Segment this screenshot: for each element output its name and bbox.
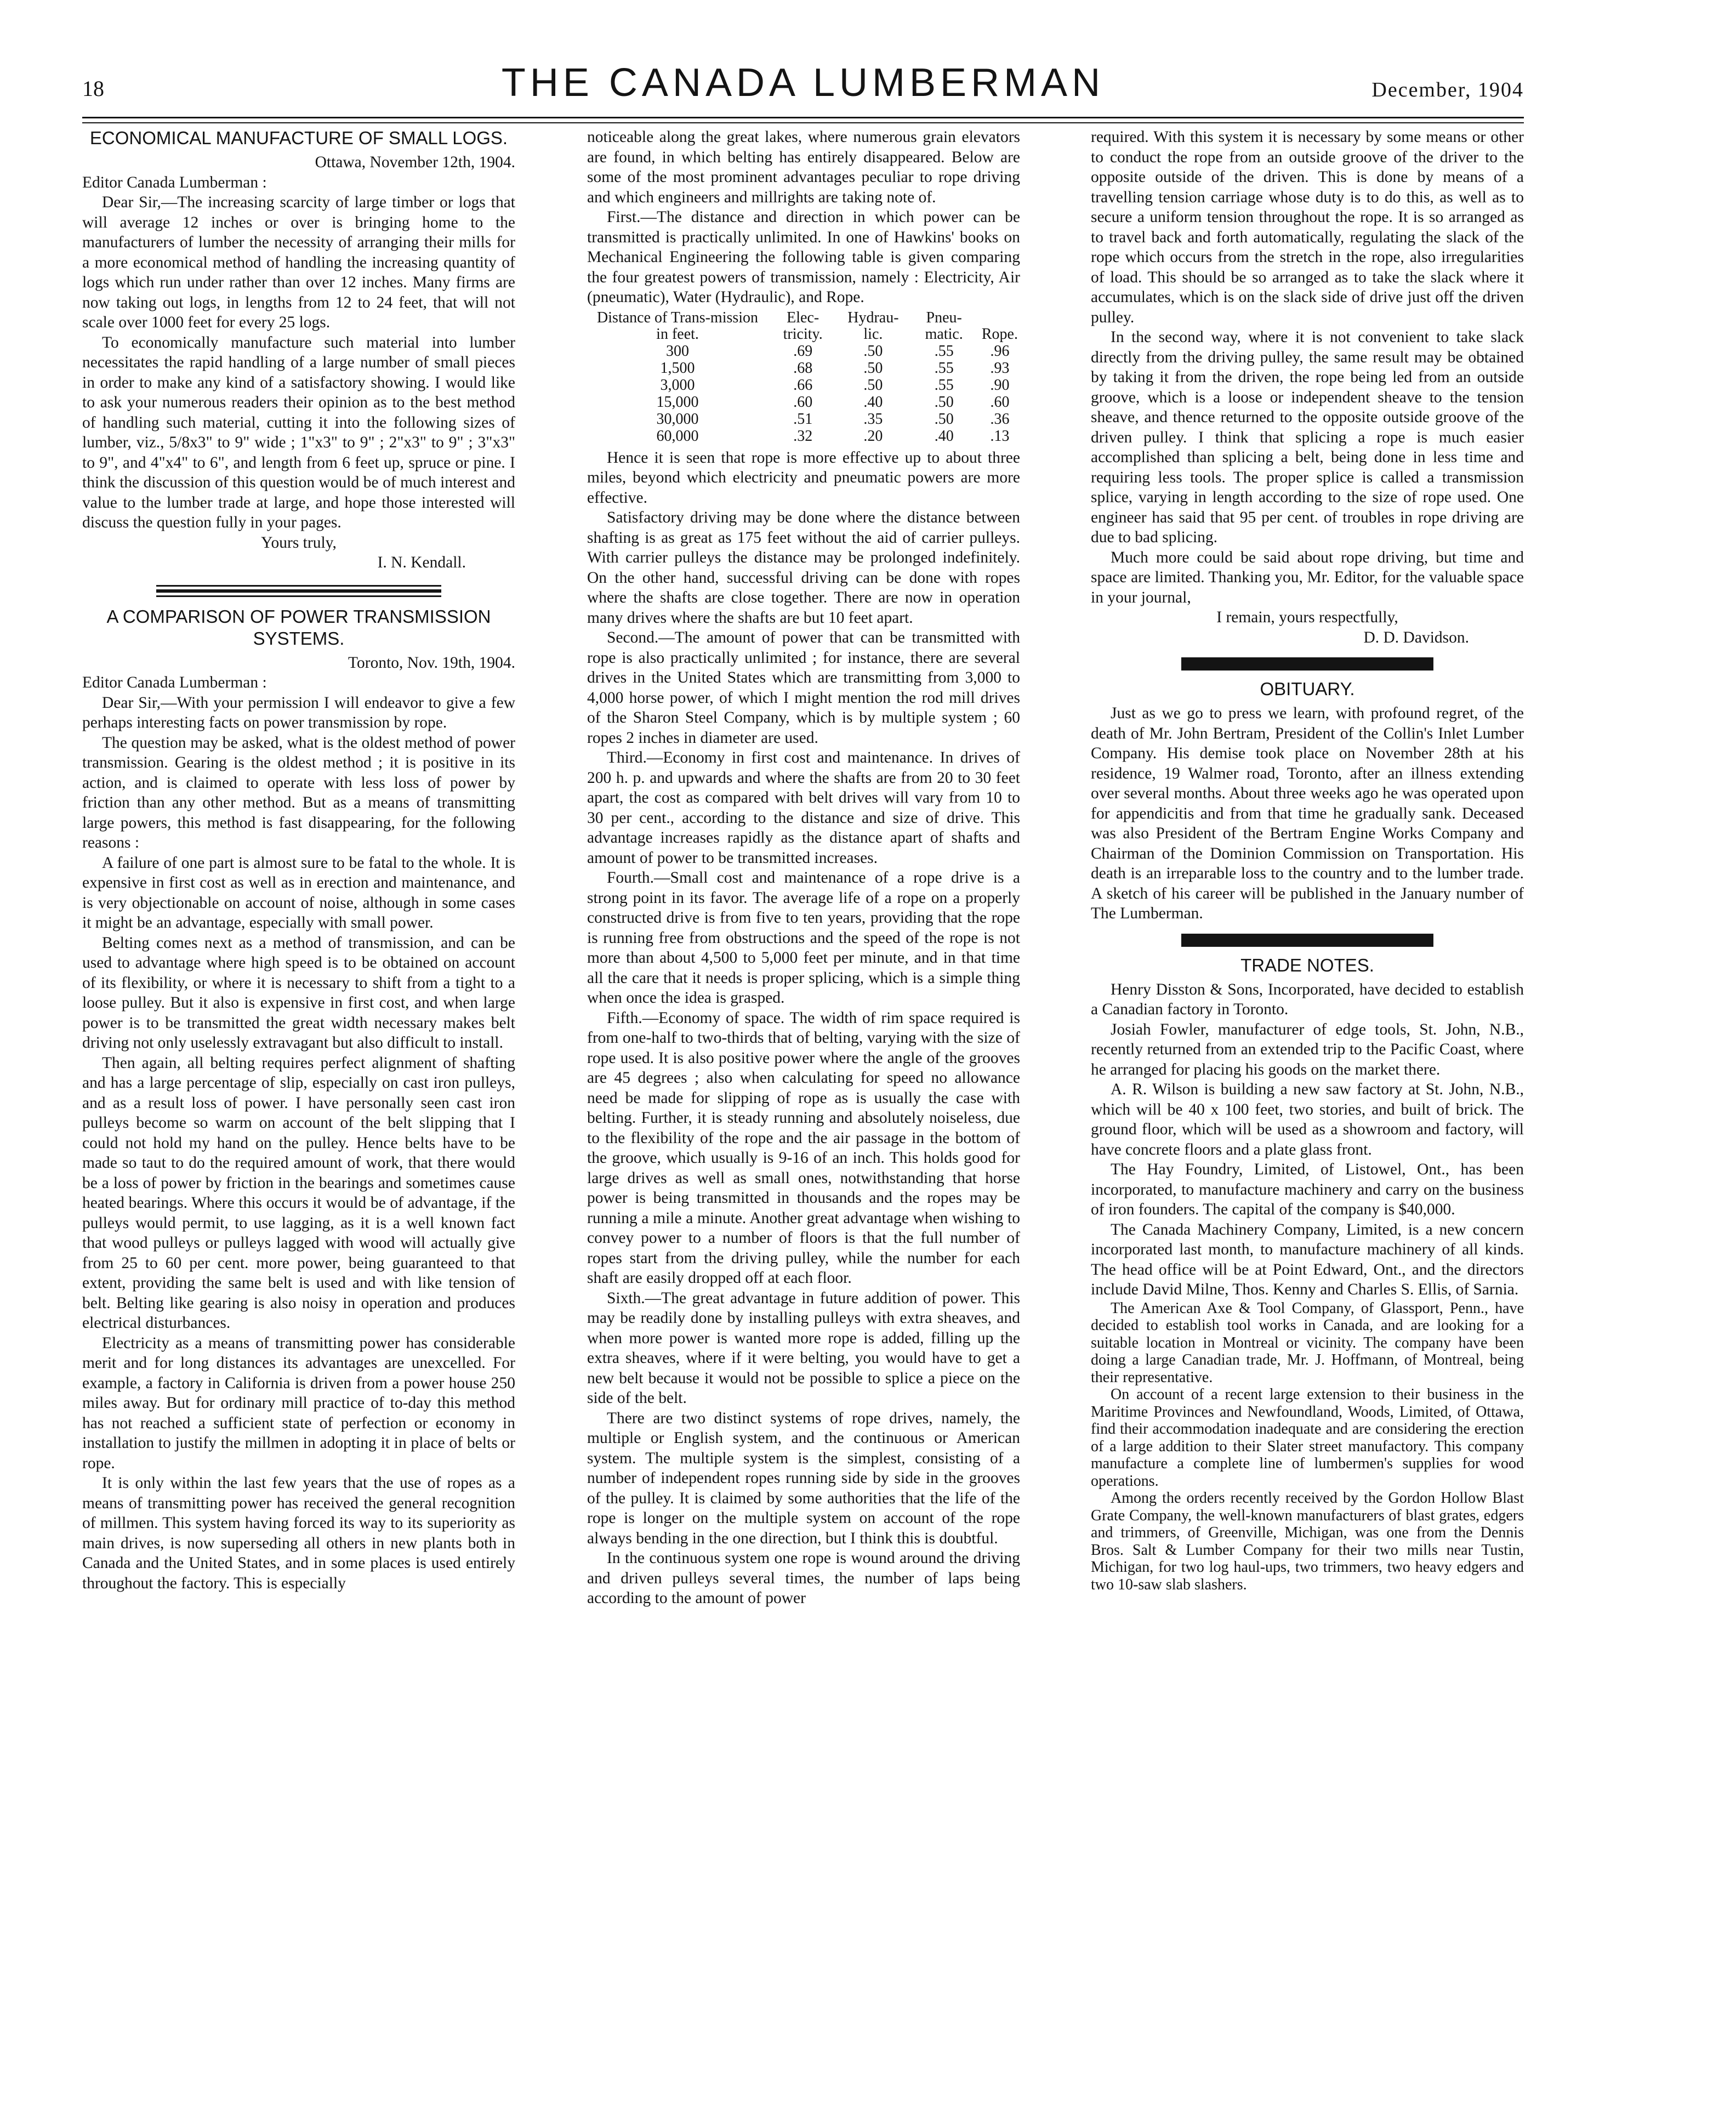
header-rule xyxy=(82,117,1524,118)
table-cell: 1,500 xyxy=(660,359,695,377)
article-title: A COMPARISON OF POWER TRANSMISSION SYSTEMS. xyxy=(106,606,491,649)
table-cell: .66 xyxy=(793,376,813,394)
paragraph: Much more could be said about rope driving, but time and space are limited. Thanking you, Mr. Editor, for the valuable space in your journal, xyxy=(1091,548,1524,606)
paragraph: A failure of one part is almost sure to be fatal to the whole. It is expensive in first cost as well as in erection and maintenance, and is very objectionable on account of noise, although in some cases it might be an advantage, especially with small power. xyxy=(82,854,515,931)
paragraph: First.—The distance and direction in which power can be transmitted is practically unlimited. In one of Hawkins' books on Mechanical Engineering the following table is given comparing the four greatest powers of transmission, namely : Electricity, Air (pneumatic), Water (Hydraulic), and Rope. xyxy=(587,208,1020,306)
table-cell: .50 xyxy=(934,393,954,411)
column-3 xyxy=(1091,127,1524,2101)
table-cell: .69 xyxy=(793,342,813,360)
table-header: Rope. xyxy=(981,325,1018,343)
section-divider-bar xyxy=(1181,657,1433,671)
table-cell: .13 xyxy=(990,427,1010,445)
column-1 xyxy=(82,127,515,2101)
paragraph: Belting comes next as a method of transmission, and can be used to advantage where high speed is to be obtained on account of its flexibility, or where it is necessary to shift from a tight to a loose pulley. But it also is expensive in first cost, and when large power is to be transmitted the great width necessary makes belt driving not only uselessly extravagant but also difficult to install. xyxy=(82,934,515,1052)
paragraph: Among the orders recently received by the Gordon Hollow Blast Grate Company, the well-known manufacturers of blast grates, edgers and trimmers, of Greenville, Michigan, was one from the Dennis Bros. Salt & Lumber Company for their two mills near Tustin, Michigan, for two log haul-ups, two trimmers, two heavy edgers and two 10-saw slab slashers. xyxy=(1091,1490,1524,1593)
header-rule-thin xyxy=(82,122,1524,123)
table-cell: 60,000 xyxy=(656,427,699,445)
table-cell: .60 xyxy=(990,393,1010,411)
paragraph: noticeable along the great lakes, where numerous grain elevators are found, in which belting has entirely disappeared. Below are some of the most prominent advantages peculiar to rope driving and which engineers and millrights are taking note of. xyxy=(587,128,1020,206)
paragraph: There are two distinct systems of rope drives, namely, the multiple or English system, and the continuous or American system. The multiple system is the simplest, consisting of a number of independent ropes running side by side in the grooves of the pulley. It is claimed by some authorities that the life of the rope is longer on the multiple system on account of the rope always bending in the one direction, but I think this is doubtful. xyxy=(587,1409,1020,1547)
paragraph: Satisfactory driving may be done where the distance between shafting is as great as 175 feet without the aid of carrier pulleys. With carrier pulleys the distance may be prolonged indefinitely. On the other hand, successful driving can be done with ropes where the shafts are close together. There are now in operation many drives where the shafts are but 10 feet apart. xyxy=(587,509,1020,627)
dateline: Ottawa, November 12th, 1904. xyxy=(315,154,515,171)
table-cell: .96 xyxy=(990,342,1010,360)
table-row xyxy=(587,394,1020,411)
section-divider xyxy=(156,585,441,597)
signature: I. N. Kendall. xyxy=(377,554,466,571)
table-cell: .40 xyxy=(934,427,954,445)
page-number: 18 xyxy=(82,76,104,101)
table-cell: .90 xyxy=(990,376,1010,394)
paragraph: required. With this system it is necessary by some means or other to conduct the rope from an outside groove of the driver to the opposite outside of the driven. This is done by means of a travelling tension carriage whose duty is to do this, as well as to secure a uniform tension throughout the rope. It is so arranged as to travel back and forth automatically, regulating the slack of the rope which occurs from the stretch in the rope, also irregularities of load. This should be so arranged as to take the slack where it accumulates, which is on the slack side of drive just off the driven pulley. xyxy=(1091,128,1524,326)
paragraph: Fourth.—Small cost and maintenance of a rope drive is a strong point in its favor. The average life of a rope on a properly constructed drive is from five to ten years, providing that the rope is running free from obstructions and the speed of the rope is not more than about 4,500 to 5,000 feet per minute, and in that time all the care that it needs is proper splicing, which is a simple thing when once the idea is grasped. xyxy=(587,869,1020,1007)
paragraph: In the continuous system one rope is wound around the driving and driven pulleys several times, the number of laps being according to the amount of power xyxy=(587,1549,1020,1607)
paragraph: On account of a recent large extension to their business in the Maritime Provinces and Newfoundland, Woods, Limited, of Ottawa, find their accommodation inadequate and are considering the erection of a large addition to their Slater street manufactory. This company manufacture a complete line of lumbermen's supplies for wood operations. xyxy=(1091,1386,1524,1490)
paragraph: In the second way, where it is not convenient to take slack directly from the driving pulley, the same result may be obtained by taking it from the driven, the rope being led from an outside groove, which is a loose or independent sheave to the tension sheave, and thence returned to the opposite outside groove of the driven pulley. I think that splicing a rope is much easier accomplished than splicing a belt, being done in less time and requiring less tools. The proper splice is called a transmission splice, varying in length according to the size of rope used. One engineer has said that 95 per cent. of troubles in rope driving are due to bad splicing. xyxy=(1091,328,1524,546)
page-header xyxy=(82,60,1524,112)
table-cell: .93 xyxy=(990,359,1010,377)
table-cell: 300 xyxy=(666,342,690,360)
paragraph: Electricity as a means of transmitting power has considerable merit and for long distances its advantages are unexcelled. For example, a factory in California is driven from a power house 250 miles away. But for ordinary mill practice of to-day this method has not reached a sufficient state of perfection or economy in installation to justify the millmen in adopting it in place of belts or rope. xyxy=(82,1334,515,1472)
table-row xyxy=(587,377,1020,394)
dateline: Toronto, Nov. 19th, 1904. xyxy=(348,654,515,672)
paragraph: To economically manufacture such material into lumber necessitates the rapid handling of a large number of small pieces in order to make any kind of a satisfactory showing. I would like to ask your numerous readers their opinion as to the best method of handling such material, cutting it into the following sizes of lumber, viz., 5/8x3" to 9" wide ; 1"x3" to 9" ; 2"x3" to 9" ; 3"x3" to 9", and 4"x4" to 6", and length from 6 feet up, spruce or pine. I think the discussion of this question would be of much interest and value to the lumber trade at large, and hope those interested will discuss the question fully in your pages. xyxy=(82,333,515,531)
paragraph: The question may be asked, what is the oldest method of power transmission. Gearing is the oldest method ; it is positive in its action, and is claimed to operate with less loss of power by friction than any other method. But as a means of transmitting large powers, this method is fast disappearing, for the following reasons : xyxy=(82,734,515,851)
paragraph: It is only within the last few years that the use of ropes as a means of transmitting power has received the general recognition of millmen. This system having forced its way to its superiority as main drives, is now superseding all others in new plants both in Canada and the United States, and in some places is used entirely throughout the factory. This is especially xyxy=(82,1474,515,1592)
signature: D. D. Davidson. xyxy=(1363,628,1469,646)
table-cell: .68 xyxy=(793,359,813,377)
paragraph: Dear Sir,—The increasing scarcity of large timber or logs that will average 12 inches or over is bringing home to the manufacturers of lumber the necessity of arranging their mills for a more economical method of handling the increasing quantity of logs which run under rather than over 12 inches. Many firms are now taking out logs, in lengths from 12 to 24 feet, that will not scale over 1000 feet for every 25 logs. xyxy=(82,194,515,331)
table-cell: 3,000 xyxy=(660,376,695,394)
table-cell: 30,000 xyxy=(656,410,699,428)
table-cell: .55 xyxy=(934,359,954,377)
issue-date: December, 1904 xyxy=(1371,78,1524,101)
masthead-title: THE CANADA LUMBERMAN xyxy=(501,61,1105,105)
table-row xyxy=(587,411,1020,428)
paragraph: Hence it is seen that rope is more effective up to about three miles, beyond which electricity and pneumatic powers are more effective. xyxy=(587,448,1020,507)
paragraph: The American Axe & Tool Company, of Glassport, Penn., have decided to establish tool works in Canada, and are looking for a suitable location in Montreal or vicinity. The company have been doing a large Canadian trade, Mr. J. Hoffmann, of Montreal, being their representative. xyxy=(1091,1299,1524,1386)
addressee: Editor Canada Lumberman : xyxy=(82,173,267,191)
closing: Yours truly, xyxy=(261,533,337,552)
paragraph: Sixth.—The great advantage in future addition of power. This may be readily done by installing pulleys with extra sheaves, and when more power is wanted more rope is added, filling up the extra sheaves, where if it were belting, you would have to get a new belt because it would not be possible to splice a piece on the side of the belt. xyxy=(587,1289,1020,1407)
paragraph: The Hay Foundry, Limited, of Listowel, Ont., has been incorporated, to manufacture machinery and carry on the business of iron founders. The capital of the company is $40,000. xyxy=(1091,1161,1524,1218)
article-title: ECONOMICAL MANUFACTURE OF SMALL LOGS. xyxy=(89,128,508,148)
table-header-row xyxy=(587,310,1020,343)
table-cell: .20 xyxy=(863,427,883,445)
table-row xyxy=(587,428,1020,445)
table-header: Hydrau-lic. xyxy=(847,309,899,343)
table-header: Distance of Trans-mission in feet. xyxy=(597,309,759,343)
table-cell: .35 xyxy=(863,410,883,428)
table-cell: 15,000 xyxy=(656,393,699,411)
table-row xyxy=(587,343,1020,360)
table-cell: .60 xyxy=(793,393,813,411)
table-cell: .55 xyxy=(934,376,954,394)
section-title: TRADE NOTES. xyxy=(1240,954,1374,975)
table-cell: .50 xyxy=(863,359,883,377)
table-cell: .55 xyxy=(934,342,954,360)
paragraph: Third.—Economy in first cost and maintenance. In drives of 200 h. p. and upwards and where the shafts are from 20 to 30 feet apart, the cost as compared with belt drives will vary from 10 to 30 per cent., according to the distance and size of drive. This advantage increases rapidly as the distance apart of shafts and amount of power to be transmitted increases. xyxy=(587,749,1020,867)
paragraph: The Canada Machinery Company, Limited, is a new concern incorporated last month, to manufacture machinery of all kinds. The head office will be at Point Edward, Ont., and the directors include David Milne, Thos. Kenny and Charles S. Ellis, of Sarnia. xyxy=(1091,1220,1524,1298)
table-cell: .32 xyxy=(793,427,813,445)
table-cell: .51 xyxy=(793,410,813,428)
paragraph: A. R. Wilson is building a new saw factory at St. John, N.B., which will be 40 x 100 feet, two stories, and built of brick. The ground floor, which will be used as a showroom and factory, will have concrete floors and a plate glass front. xyxy=(1091,1081,1524,1158)
paragraph: Then again, all belting requires perfect alignment of shafting and has a large percentage of slip, especially on cast iron pulleys, and as a result loss of power. I have personally seen cast iron pulleys become so warm on account of the belt slipping that I could not hold my hand on the pulley. Hence belts have to be made so taut to do the required amount of work, that there would be a loss of power by friction in the bearings and sometimes cause heated bearings. Where this occurs it would be of advantage, if the pulleys would permit, to use lagging, as it is a well known fact that wood pulleys or pulleys lagged with wood will actually give from 25 to 60 per cent. more power, being guaranteed to that extent, providing the same belt is used and with like tension of belt. Belting like gearing is also noisy in operation and produces electrical disturbances. xyxy=(82,1054,515,1332)
table-cell: .50 xyxy=(863,376,883,394)
paragraph: Fifth.—Economy of space. The width of rim space required is from one-half to two-thirds that of belting, varying with the size of rope used. It is also positive power where the angle of the grooves are 45 degrees ; also when calculating for speed no allowance need be made for slipping of rope as is usually the case with belting. Further, it is steady running and absolutely noiseless, due to the flexibility of the rope and the air passage in the bottom of the groove, which usually is 9-16 of an inch. This holds good for large drives as well as small ones, notwithstanding that horse power is being transmitted in thousands and the ropes may be running a mile a minute. Another great advantage when wishing to convey power to a number of floors is that the full number of ropes start from the driving pulley, while the number for each shaft are easily dropped off at each floor. xyxy=(587,1009,1020,1287)
table-cell: .50 xyxy=(934,410,954,428)
column-2 xyxy=(587,127,1020,2101)
section-title: OBITUARY. xyxy=(1260,679,1355,699)
addressee: Editor Canada Lumberman : xyxy=(82,674,267,691)
paragraph: Dear Sir,—With your permission I will endeavor to give a few perhaps interesting facts on power transmission by rope. xyxy=(82,694,515,731)
table-header: Elec-tricity. xyxy=(783,309,823,343)
table-cell: .40 xyxy=(863,393,883,411)
paragraph: Henry Disston & Sons, Incorporated, have decided to establish a Canadian factory in Toronto. xyxy=(1091,980,1524,1018)
table-header: Pneu-matic. xyxy=(925,309,963,343)
paragraph: Josiah Fowler, manufacturer of edge tools, St. John, N.B., recently returned from an extended trip to the Pacific Coast, where he arranged for placing his goods on the market there. xyxy=(1091,1020,1524,1078)
paragraph: Just as we go to press we learn, with profound regret, of the death of Mr. John Bertram, President of the Collin's Inlet Lumber Company. His demise took place on November 28th at his residence, 19 Walmer road, Toronto, after an illness extending over several months. About three weeks ago he was operated upon for appendicitis and from that time he gradually sank. Deceased was also President of the Bertram Engine Works Company and Chairman of the Dominion Commission on Transportation. His death is an irreparable loss to the country and to the lumber trade. A sketch of his career will be published in the January number of The Lumberman. xyxy=(1091,704,1524,922)
paragraph: Second.—The amount of power that can be transmitted with rope is also practically unlimited ; for instance, there are several drives in the United States which are transmitting from 3,000 to 4,000 horse power, of which I might mention the rod mill drives of the Sharon Steel Company, which is by multiple system ; 60 ropes 2 inches in diameter are used. xyxy=(587,629,1020,747)
closing: I remain, yours respectfully, xyxy=(1216,609,1398,626)
table-row xyxy=(587,360,1020,377)
section-divider-bar xyxy=(1181,934,1433,947)
table-cell: .36 xyxy=(990,410,1010,428)
transmission-table xyxy=(587,310,1020,445)
table-cell: .50 xyxy=(863,342,883,360)
